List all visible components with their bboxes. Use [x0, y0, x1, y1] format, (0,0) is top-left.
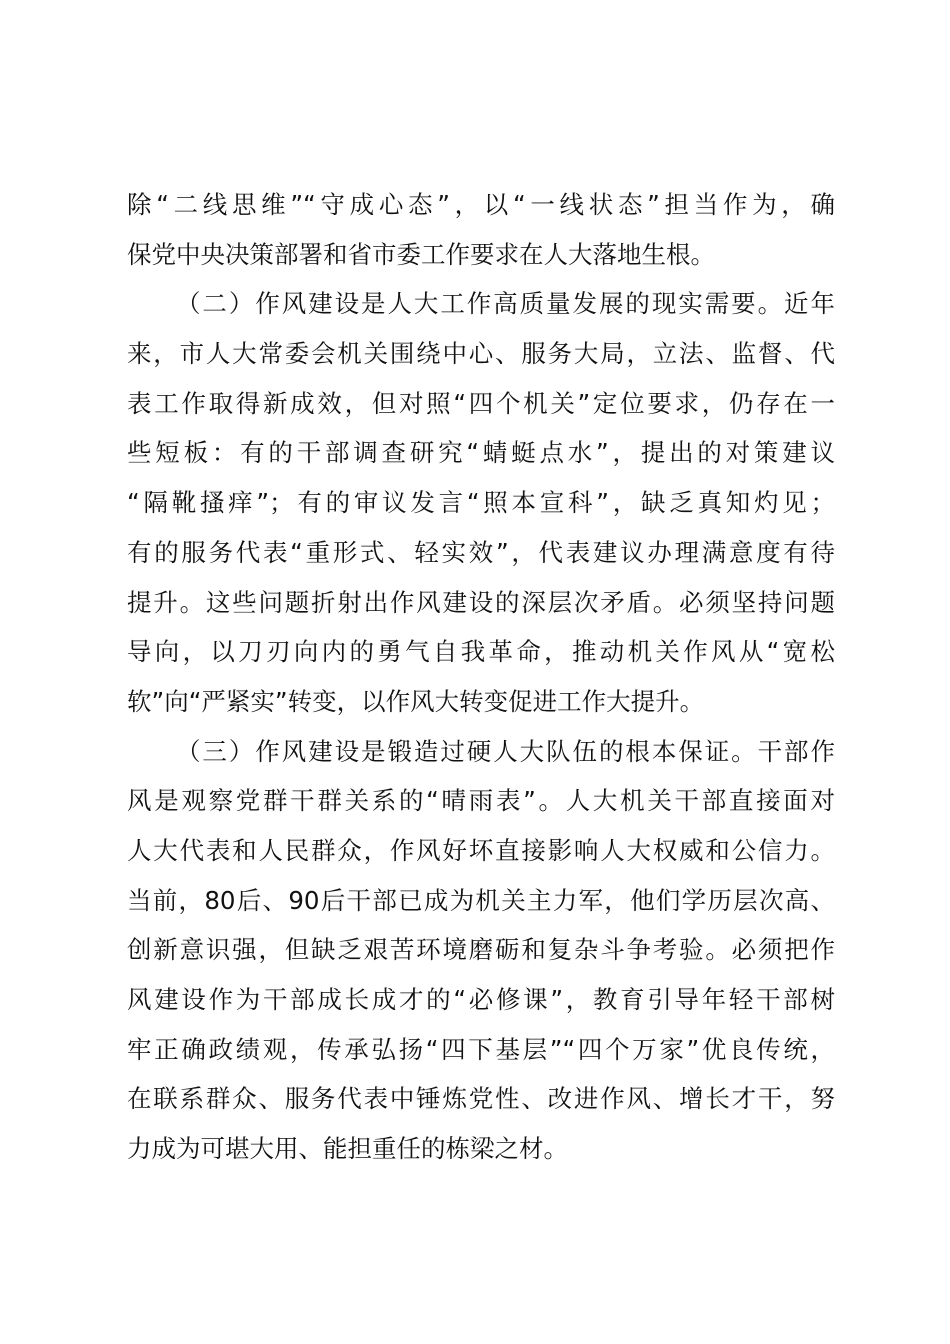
body-text [127, 180, 835, 1174]
text-line: 除“二线思维”“守成心态”，以“一线状态”担当作为，确 [127, 190, 835, 219]
section-heading-line: （三）作风建设是锻造过硬人大队伍的根本保证。干部作 [176, 736, 835, 766]
text-line: 导向，以刀刃向内的勇气自我革命，推动机关作风从“宽松 [127, 637, 835, 667]
text-line: 来，市人大常委会机关围绕中心、服务大局，立法、监督、代 [127, 339, 835, 369]
text-line: 风建设作为干部成长成才的“必修课”，教育引导年轻干部树 [127, 985, 835, 1014]
text-line: 保党中央决策部署和省市委工作要求在人大落地生根。 [127, 239, 715, 269]
text-line: 牢正确政绩观，传承弘扬“四下基层”“四个万家”优良传统， [127, 1034, 835, 1064]
text-line: 表工作取得新成效，但对照“四个机关”定位要求，仍存在一 [127, 388, 835, 418]
text-line: 些短板：有的干部调查研究“蜻蜓点水”，提出的对策建议 [127, 438, 835, 468]
text-line: 力成为可堪大用、能担重任的栋梁之材。 [127, 1134, 568, 1164]
text-line: “隔靴搔痒”；有的审议发言“照本宣科”，缺乏真知灼见； [127, 488, 835, 518]
text-line: 当前，80后、90后干部已成为机关主力军，他们学历层次高、 [127, 885, 835, 915]
section-heading-line: （二）作风建设是人大工作高质量发展的现实需要。近年 [176, 289, 835, 319]
text-line: 人大代表和人民群众，作风好坏直接影响人大权威和公信力。 [127, 835, 835, 865]
text-line: 创新意识强，但缺乏艰苦环境磨砺和复杂斗争考验。必须把作 [127, 935, 835, 965]
text-line: 软”向“严紧实”转变，以作风大转变促进工作大提升。 [127, 686, 705, 716]
text-line: 有的服务代表“重形式、轻实效”，代表建议办理满意度有待 [127, 537, 835, 567]
text-line: 在联系群众、服务代表中锤炼党性、改进作风、增长才干，努 [127, 1084, 835, 1114]
text-line: 提升。这些问题折射出作风建设的深层次矛盾。必须坚持问题 [127, 587, 835, 617]
text-line: 风是观察党群干群关系的“晴雨表”。人大机关干部直接面对 [127, 786, 835, 816]
